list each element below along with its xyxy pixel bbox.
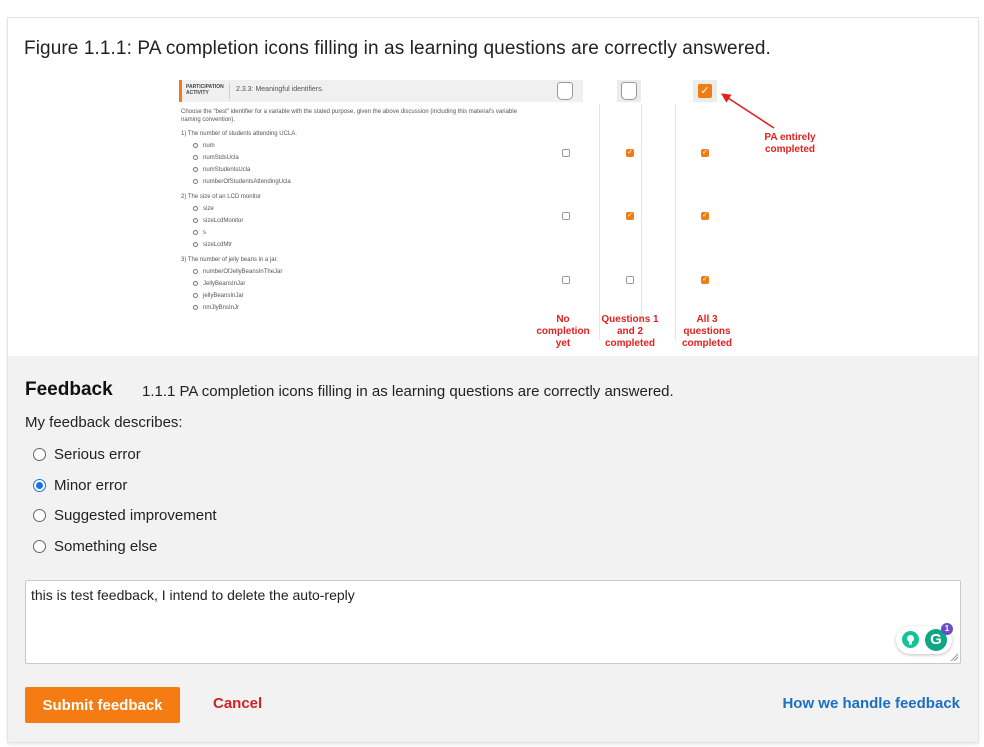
- q3-option-1: numberOfJellyBeansInTheJar: [193, 269, 282, 275]
- feedback-describes-label: My feedback describes:: [25, 414, 183, 431]
- radio-label: Suggested improvement: [54, 507, 217, 524]
- empty-box-icon: [562, 276, 570, 284]
- instructions-line2: naming convention).: [181, 117, 236, 123]
- radio-suggested-improvement[interactable]: [33, 507, 217, 524]
- instructions-line1: Choose the "best" identifier for a variable with the stated purpose, given the above discussion (including this material's variable: [181, 109, 517, 115]
- pa-header: [179, 80, 583, 102]
- pa-complete-check-icon: ✓: [698, 84, 712, 98]
- question-1-prompt: 1) The number of students attending UCLA.: [181, 131, 297, 137]
- feedback-card: [8, 18, 978, 742]
- q1-option-3: numStudentsUcla: [193, 167, 250, 173]
- filled-check-icon: ✓: [702, 212, 708, 219]
- shield-empty-icon: [621, 82, 637, 100]
- radio-label: Minor error: [54, 477, 128, 494]
- figure-section: [8, 18, 978, 356]
- shield-empty-icon: [557, 82, 573, 100]
- figure-image: [179, 80, 839, 349]
- question-2-prompt: 2) The size of an LCD monitor: [181, 194, 261, 200]
- q1-option-1: num: [193, 143, 215, 149]
- pa-header-label: PARTICIPATION ACTIVITY: [186, 84, 224, 96]
- empty-box-icon: [562, 149, 570, 157]
- figure-caption: Figure 1.1.1: PA completion icons filling in as learning questions are correctly answered.: [24, 38, 771, 59]
- q3-option-2: JellyBeansInJar: [193, 281, 245, 287]
- q2-option-2: sizeLcdMonitor: [193, 218, 243, 224]
- q2-option-3: s: [193, 230, 206, 236]
- how-we-handle-feedback-link[interactable]: How we handle feedback: [782, 695, 960, 712]
- feedback-subtitle: 1.1.1 PA completion icons filling in as learning questions are correctly answered.: [142, 383, 674, 400]
- radio-something-else[interactable]: [33, 538, 157, 555]
- feedback-textarea[interactable]: [25, 580, 961, 664]
- feedback-title: Feedback: [25, 379, 113, 400]
- pa-title: 2.3.3: Meaningful identifiers.: [236, 86, 324, 93]
- q1-option-2: numStdsUcla: [193, 155, 239, 161]
- arrow-icon: [719, 90, 779, 132]
- empty-box-icon: [626, 276, 634, 284]
- filled-check-icon: ✓: [627, 149, 633, 156]
- feedback-text: this is test feedback, I intend to delete the auto-reply: [31, 587, 355, 603]
- label-all-3-completed: All 3 questions completed: [681, 314, 732, 349]
- resize-grip-icon[interactable]: [950, 653, 958, 661]
- empty-box-icon: [562, 212, 570, 220]
- radio-button[interactable]: [33, 509, 46, 522]
- cancel-button[interactable]: Cancel: [213, 695, 263, 712]
- q1-option-4: numberOfStudentsAttendingUcla: [193, 179, 291, 185]
- grammarly-widget[interactable]: [896, 626, 952, 654]
- radio-label: Something else: [54, 538, 158, 555]
- submit-feedback-button[interactable]: Submit feedback: [25, 687, 180, 723]
- q2-option-4: sizeLcdMtr: [193, 242, 232, 248]
- filled-check-icon: ✓: [702, 276, 708, 283]
- label-q1-q2-completed: Questions 1 and 2 completed: [601, 314, 659, 349]
- radio-button[interactable]: [33, 479, 46, 492]
- label-no-completion: No completion yet: [536, 314, 590, 349]
- radio-button[interactable]: [33, 448, 46, 461]
- label-pa-entirely-completed: PA entirely completed: [764, 132, 816, 155]
- q2-option-1: size: [193, 206, 214, 212]
- filled-check-icon: ✓: [702, 149, 708, 156]
- grammarly-badge: 1: [941, 623, 953, 635]
- radio-minor-error[interactable]: [33, 477, 127, 494]
- grammarly-icon[interactable]: G: [925, 629, 947, 651]
- question-3-prompt: 3) The number of jelly beans in a jar.: [181, 257, 278, 263]
- q3-option-3: jellyBeansInJar: [193, 293, 244, 299]
- lightbulb-icon[interactable]: [902, 631, 919, 648]
- feedback-section: [8, 356, 978, 742]
- radio-label: Serious error: [54, 446, 141, 463]
- radio-serious-error[interactable]: [33, 446, 141, 463]
- q3-option-4: nmJlyBnsInJr: [193, 305, 239, 311]
- radio-button[interactable]: [33, 540, 46, 553]
- filled-check-icon: ✓: [627, 212, 633, 219]
